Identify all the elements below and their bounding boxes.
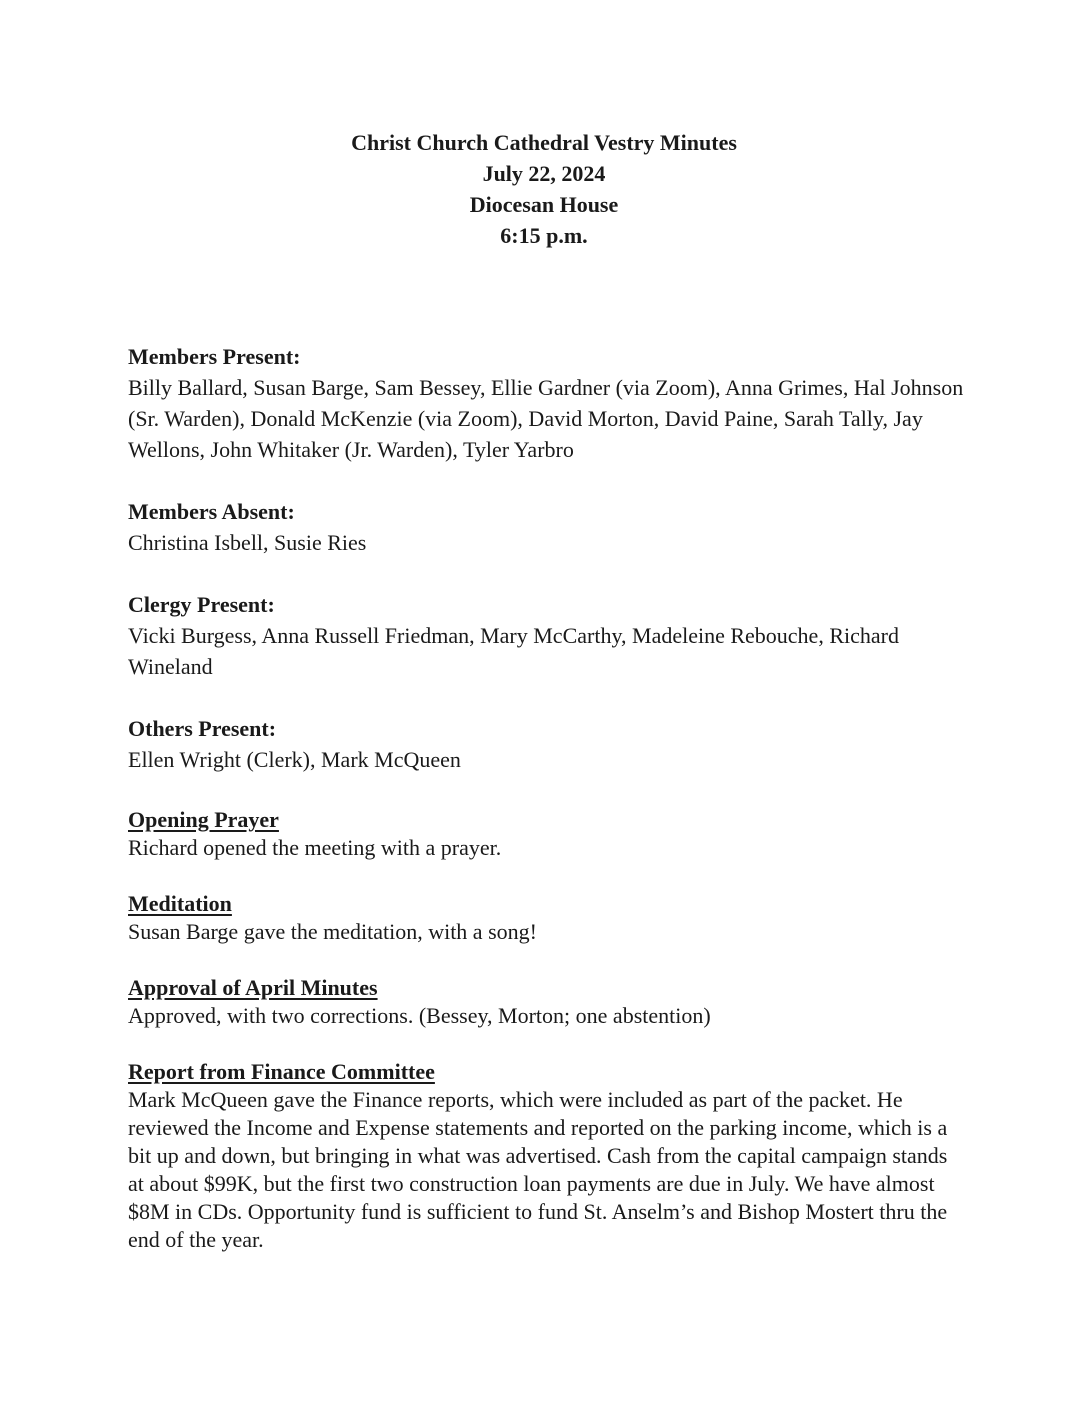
opening-prayer-heading: Opening Prayer [128, 807, 279, 832]
others-present-list: Ellen Wright (Clerk), Mark McQueen [128, 747, 461, 772]
meeting-date: July 22, 2024 [482, 161, 606, 186]
clergy-present-heading: Clergy Present: [128, 592, 275, 617]
meeting-time: 6:15 p.m. [500, 223, 588, 248]
members-absent-heading: Members Absent: [128, 499, 295, 524]
members-present-list: Billy Ballard, Susan Barge, Sam Bessey, Ellie Gardner (via Zoom), Anna Grimes, Hal Johnson (Sr. Warden), Donald McKenzie (via Zoom), David Morton, David Paine, Sarah Tally, Jay Wellons, John Whitaker (Jr. Warden), Tyler Yarbro [128, 375, 964, 462]
opening-prayer-section [128, 806, 968, 862]
meditation-section [128, 890, 968, 946]
others-present-section [128, 713, 968, 775]
meditation-text: Susan Barge gave the meditation, with a song! [128, 919, 537, 944]
members-present-heading: Members Present: [128, 344, 301, 369]
finance-report-text: Mark McQueen gave the Finance reports, which were included as part of the packet. He reviewed the Income and Expense statements and reported on the parking income, which is a bit up and down, but bringing in what was advertised. Cash from the capital campaign stands at about $99K, but the first two construction loan payments are due in July. We have almost $8M in CDs. Opportunity fund is sufficient to fund St. Anselm’s and Bishop Mostert thru the end of the year. [128, 1087, 948, 1252]
approval-minutes-text: Approved, with two corrections. (Bessey, Morton; one abstention) [128, 1003, 711, 1028]
document-header [0, 127, 1088, 251]
meeting-location: Diocesan House [469, 192, 619, 217]
approval-minutes-heading: Approval of April Minutes [128, 975, 378, 1000]
members-present-section [128, 341, 968, 465]
clergy-present-section [128, 589, 968, 682]
minutes-body [128, 341, 968, 1254]
approval-minutes-section [128, 974, 968, 1030]
document-title: Christ Church Cathedral Vestry Minutes [351, 130, 737, 155]
meditation-heading: Meditation [128, 891, 232, 916]
members-absent-section [128, 496, 968, 558]
finance-report-section [128, 1058, 968, 1254]
opening-prayer-text: Richard opened the meeting with a prayer. [128, 835, 502, 860]
members-absent-list: Christina Isbell, Susie Ries [128, 530, 367, 555]
finance-report-heading: Report from Finance Committee [128, 1059, 435, 1084]
others-present-heading: Others Present: [128, 716, 277, 741]
clergy-present-list: Vicki Burgess, Anna Russell Friedman, Mary McCarthy, Madeleine Rebouche, Richard Wineland [128, 623, 899, 679]
